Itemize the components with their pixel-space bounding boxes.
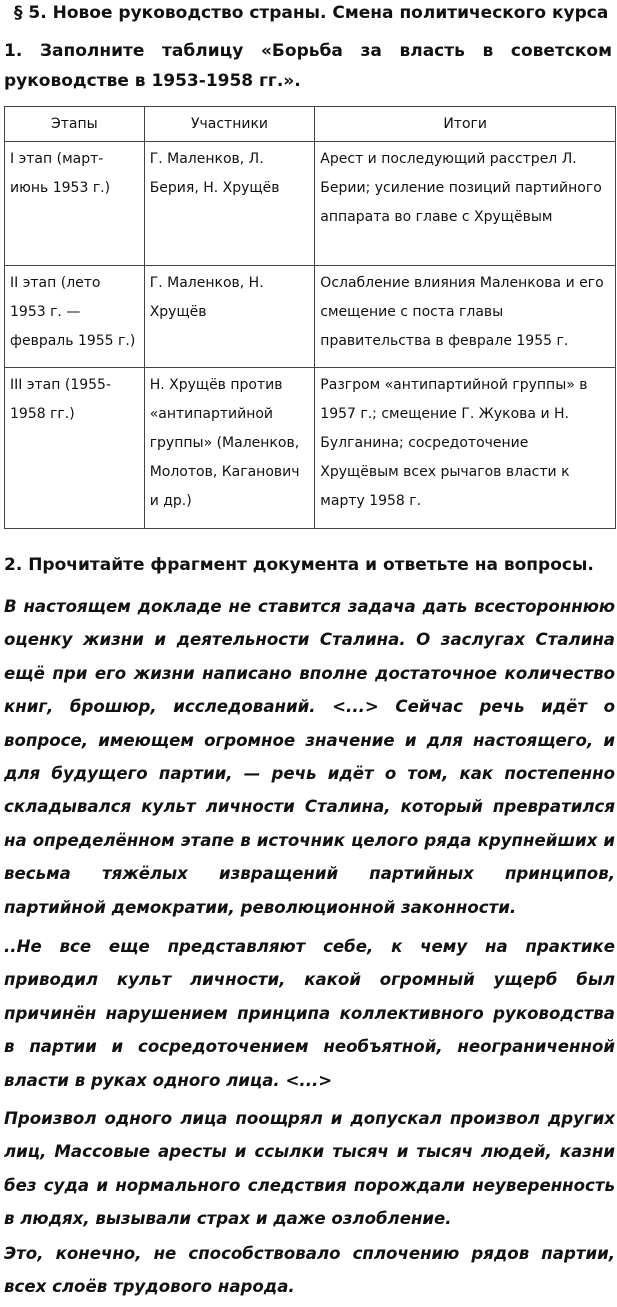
cell-results: Арест и последующий расстрел Л. Берии; усиление позиций партийного аппарата во главе с Хрущёвым [315,142,616,266]
cell-stage: I этап (март-июнь 1953 г.) [5,142,145,266]
header-stages: Этапы [5,107,145,142]
header-participants: Участники [144,107,315,142]
cell-participants: Н. Хрущёв против «антипартийной группы» (Маленков, Молотов, Каганович и др.) [144,368,315,529]
document-paragraph: В настоящем докладе не ставится задача дать всестороннюю оценку жизни и деятельности Сталина. О заслугах Сталина ещё при его жизни написано вполне достаточное количество книг, брошюр, исследований. <...> Сейчас речь идёт о вопросе, имеющем огромное значение и для настоящего, и для будущего партии, — речь идёт о том, как постепенно складывался культ личности Сталина, который превратился на определённом этапе в источник целого ряда крупнейших и весьма тяжёлых извращений партийных принципов, партийной демократии, революционной законности. [4,597,615,917]
cell-results: Разгром «антипартийной группы» в 1957 г.; смещение Г. Жукова и Н. Булганина; сосредоточение Хрущёвым всех рычагов власти к марту 1958 г. [315,368,616,529]
cell-stage: II этап (лето 1953 г. — февраль 1955 г.) [5,266,145,368]
task1-title: 1. Заполните таблицу «Борьба за власть в советском руководстве в 1953-1958 гг.». [4,41,612,91]
document-paragraph: Произвол одного лица поощрял и допускал произвол других лиц, Массовые аресты и ссылки тысяч и тысяч людей, казни без суда и нормального следствия порождали неуверенность в людях, вызывали страх и даже озлобление. [4,1109,615,1229]
cell-participants: Г. Маленков, Л. Берия, Н. Хрущёв [144,142,315,266]
table-header-row [5,107,616,142]
table-row [5,266,616,368]
section-title: § 5. Новое руководство страны. Смена политического курса [14,3,609,23]
power-struggle-table [4,106,616,529]
document-paragraph: ..Не все еще представляют себе, к чему на практике приводил культ личности, какой огромный ущерб был причинён нарушением принципа коллективного руководства в партии и сосредоточением необъятной, неограниченной власти в руках одного лица. <...> [4,937,615,1090]
table-row [5,368,616,529]
cell-stage: III этап (1955-1958 гг.) [5,368,145,529]
cell-results: Ослабление влияния Маленкова и его смещение с поста главы правительства в феврале 1955 г. [315,266,616,368]
document-paragraph: Это, конечно, не способствовало сплочению рядов партии, всех слоёв трудового народа. [4,1244,615,1297]
cell-participants: Г. Маленков, Н. Хрущёв [144,266,315,368]
table-row [5,142,616,266]
task2-title: 2. Прочитайте фрагмент документа и ответьте на вопросы. [4,555,594,575]
header-results: Итоги [315,107,616,142]
